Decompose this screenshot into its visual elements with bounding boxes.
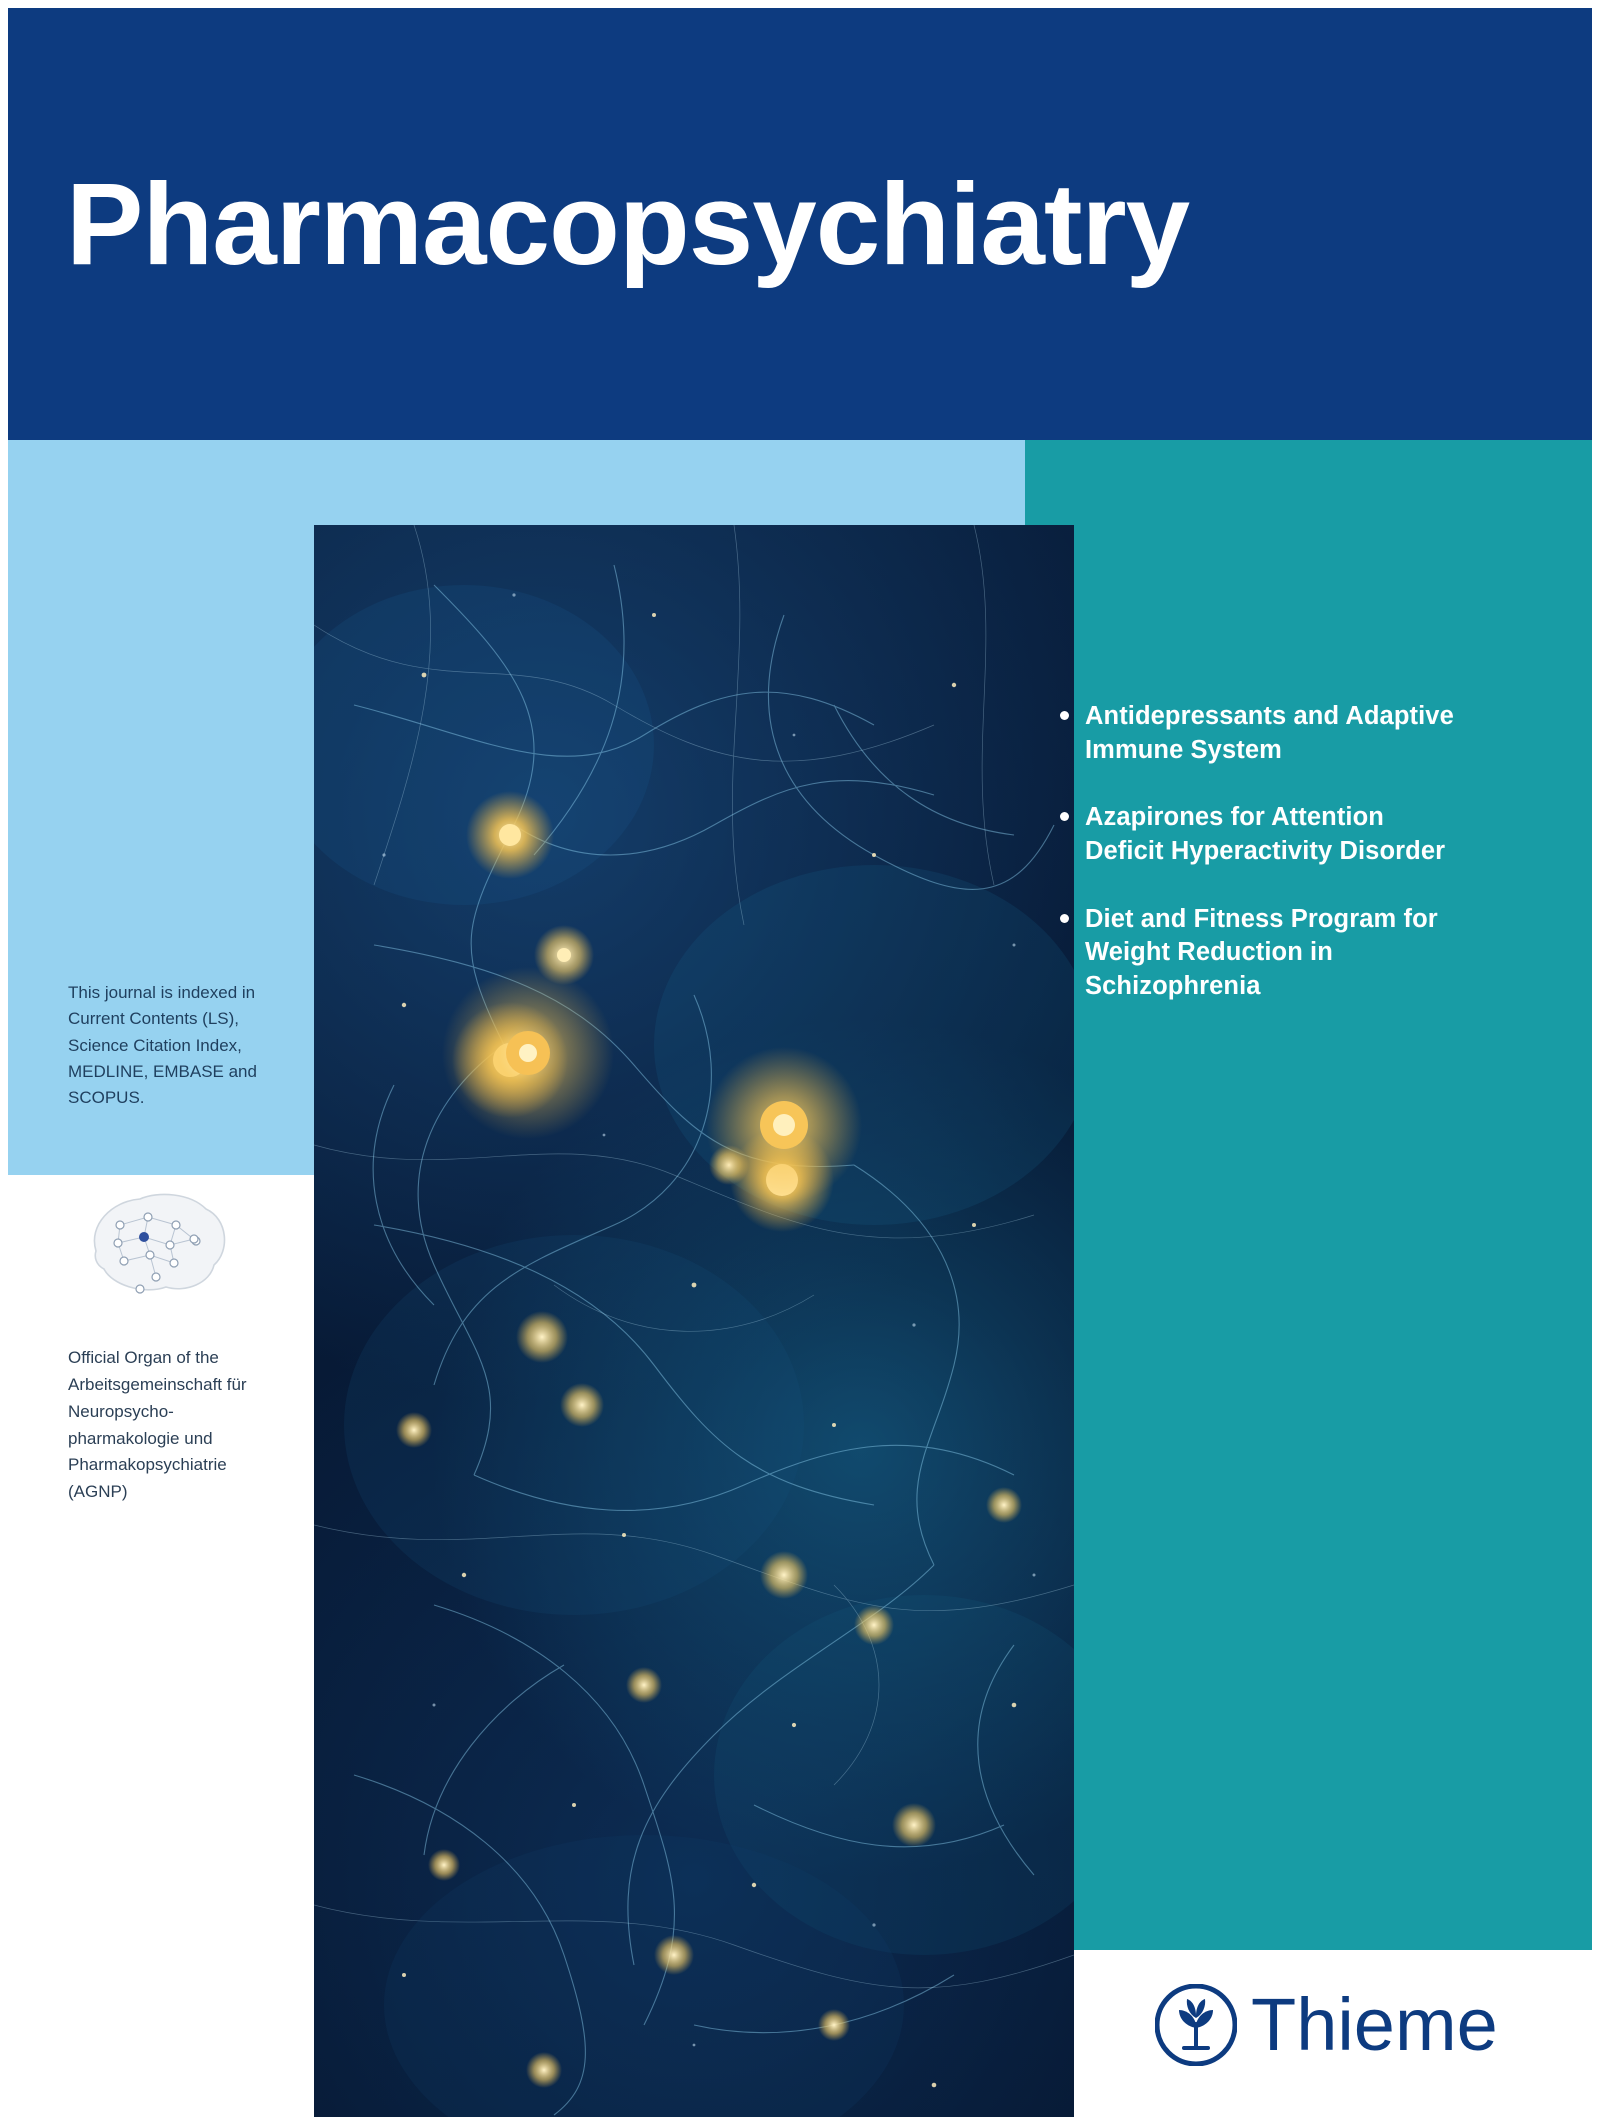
highlight-label: Antidepressants and Adaptive Immune System	[1085, 702, 1454, 764]
society-affiliation-note: Official Organ of the Arbeitsgemeinschaft für Neuropsycho-pharmakologie und Pharmakopsychiatrie (AGNP)	[68, 1348, 247, 1502]
teal-panel	[1025, 440, 1592, 1950]
list-item	[1060, 700, 1460, 767]
indexing-note: This journal is indexed in Current Contents (LS), Science Citation Index, MEDLINE, EMBASE and SCOPUS.	[68, 983, 257, 1108]
neuron-network-image	[314, 525, 1074, 2117]
brain-network-icon	[78, 1185, 238, 1315]
publisher-logo	[1155, 1975, 1515, 2075]
left-white-area	[8, 1175, 314, 2117]
bullet-icon	[1060, 711, 1069, 720]
highlight-label: Diet and Fitness Program for Weight Reduction in Schizophrenia	[1085, 904, 1438, 1000]
highlight-label: Azapirones for Attention Deficit Hyperactivity Disorder	[1085, 803, 1446, 865]
list-item	[1060, 801, 1460, 868]
publisher-name: Thieme	[1251, 1983, 1498, 2066]
journal-title: Pharmacopsychiatry	[66, 159, 1190, 289]
title-band	[8, 8, 1592, 440]
bullet-icon	[1060, 812, 1069, 821]
bullet-icon	[1060, 914, 1069, 923]
cover-highlights-list	[1060, 700, 1460, 1038]
list-item	[1060, 903, 1460, 1004]
thieme-tree-icon	[1155, 1984, 1237, 2066]
